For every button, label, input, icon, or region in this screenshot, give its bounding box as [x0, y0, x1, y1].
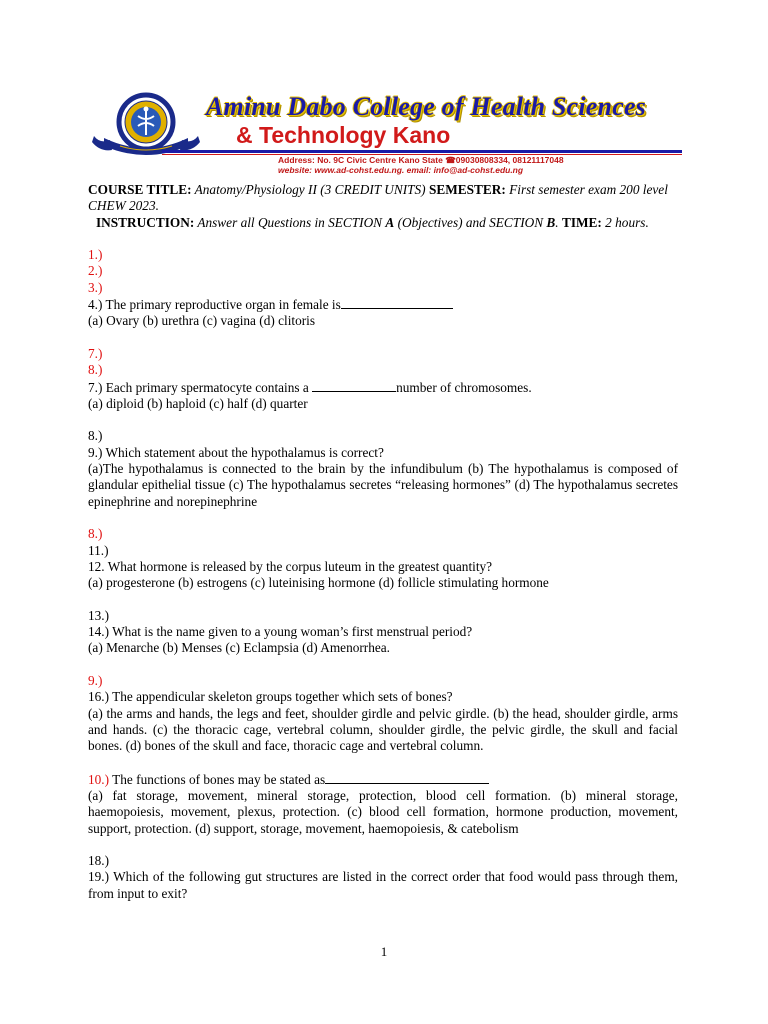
- college-address: Address: No. 9C Civic Centre Kano State ☎09030808334, 08121117048: [278, 155, 564, 165]
- question-text: 12. What hormone is released by the corpus luteum in the greatest quantity?: [88, 558, 493, 574]
- course-title-line: COURSE TITLE: Anatomy/Physiology II (3 CREDIT UNITS) SEMESTER: First semester exam 200 level CHEW 2023.: [88, 182, 668, 214]
- question-number: 8.): [88, 428, 103, 444]
- question-number: 1.): [88, 247, 103, 263]
- question-options: (a) fat storage, movement, mineral storage, protection, blood cell formation. (b) mineral storage, haemopoiesis, movement, plexus, protection. (c) blood cell formation, hormone production, movement, support, protection. (d) support, storage, movement, haemopoiesis, & catebolism: [88, 787, 678, 836]
- question-options: (a)The hypothalamus is connected to the brain by the infundibulum (b) The hypothalamus is composed of glandular epithelial tissue (c) The hypothalamus secretes “releasing hormones” (d) The hypothalamus secretes epinephrine and norepinephrine: [88, 461, 678, 509]
- question-options: (a) the arms and hands, the legs and feet, shoulder girdle and pelvic girdle. (b) the head, shoulder girdle, arms and hands. (c) the thoracic cage, vertebral column, shoulder girdle, the pelvic girdle, the skull and facial bones. (d) bones of the skull and face, thoracic cage and vertebral column.: [88, 705, 678, 754]
- page-number: 1: [380, 944, 388, 959]
- college-name-line2: & Technology Kano: [236, 122, 451, 148]
- question-number: 9.): [88, 672, 103, 688]
- question-number: 11.): [88, 542, 109, 558]
- question-text: 9.) Which statement about the hypothalamus is correct?: [88, 444, 384, 460]
- question-options: (a) Ovary (b) urethra (c) vagina (d) clitoris: [88, 313, 316, 329]
- question-number: 13.): [88, 607, 110, 623]
- question-text: 4.) The primary reproductive organ in female is: [88, 296, 678, 313]
- question-number: 8.): [88, 526, 103, 542]
- instruction-line: INSTRUCTION: Answer all Questions in SECTION A (Objectives) and SECTION B. TIME: 2 hours.: [96, 214, 649, 230]
- letterhead: [88, 84, 682, 176]
- question-number: 8.): [88, 362, 103, 378]
- question-number: 18.): [88, 853, 110, 869]
- college-logo: [90, 92, 202, 156]
- header-rule: [162, 150, 682, 153]
- question-options: (a) progesterone (b) estrogens (c) luteinising hormone (d) follicle stimulating hormone: [88, 575, 549, 591]
- exam-content: [88, 182, 678, 902]
- question-number: 3.): [88, 279, 103, 295]
- college-website: website: www.ad-cohst.edu.ng. email: info@ad-cohst.edu.ng: [278, 165, 524, 175]
- question-number: 7.): [88, 345, 103, 361]
- question-options: (a) diploid (b) haploid (c) half (d) quarter: [88, 395, 308, 411]
- question-text: 10.) The functions of bones may be stated as: [88, 771, 678, 788]
- question-options: (a) Menarche (b) Menses (c) Eclampsia (d) Amenorrhea.: [88, 640, 390, 656]
- question-text: 19.) Which of the following gut structures are listed in the correct order that food would pass through them, from input to exit?: [88, 869, 678, 901]
- question-text: 7.) Each primary spermatocyte contains a number of chromosomes.: [88, 379, 532, 395]
- question-number: 2.): [88, 263, 103, 279]
- college-name-line1: Aminu Dabo College of Health Sciences: [206, 92, 647, 121]
- question-text: 14.) What is the name given to a young woman’s first menstrual period?: [88, 624, 473, 640]
- question-text: 16.) The appendicular skeleton groups together which sets of bones?: [88, 689, 453, 705]
